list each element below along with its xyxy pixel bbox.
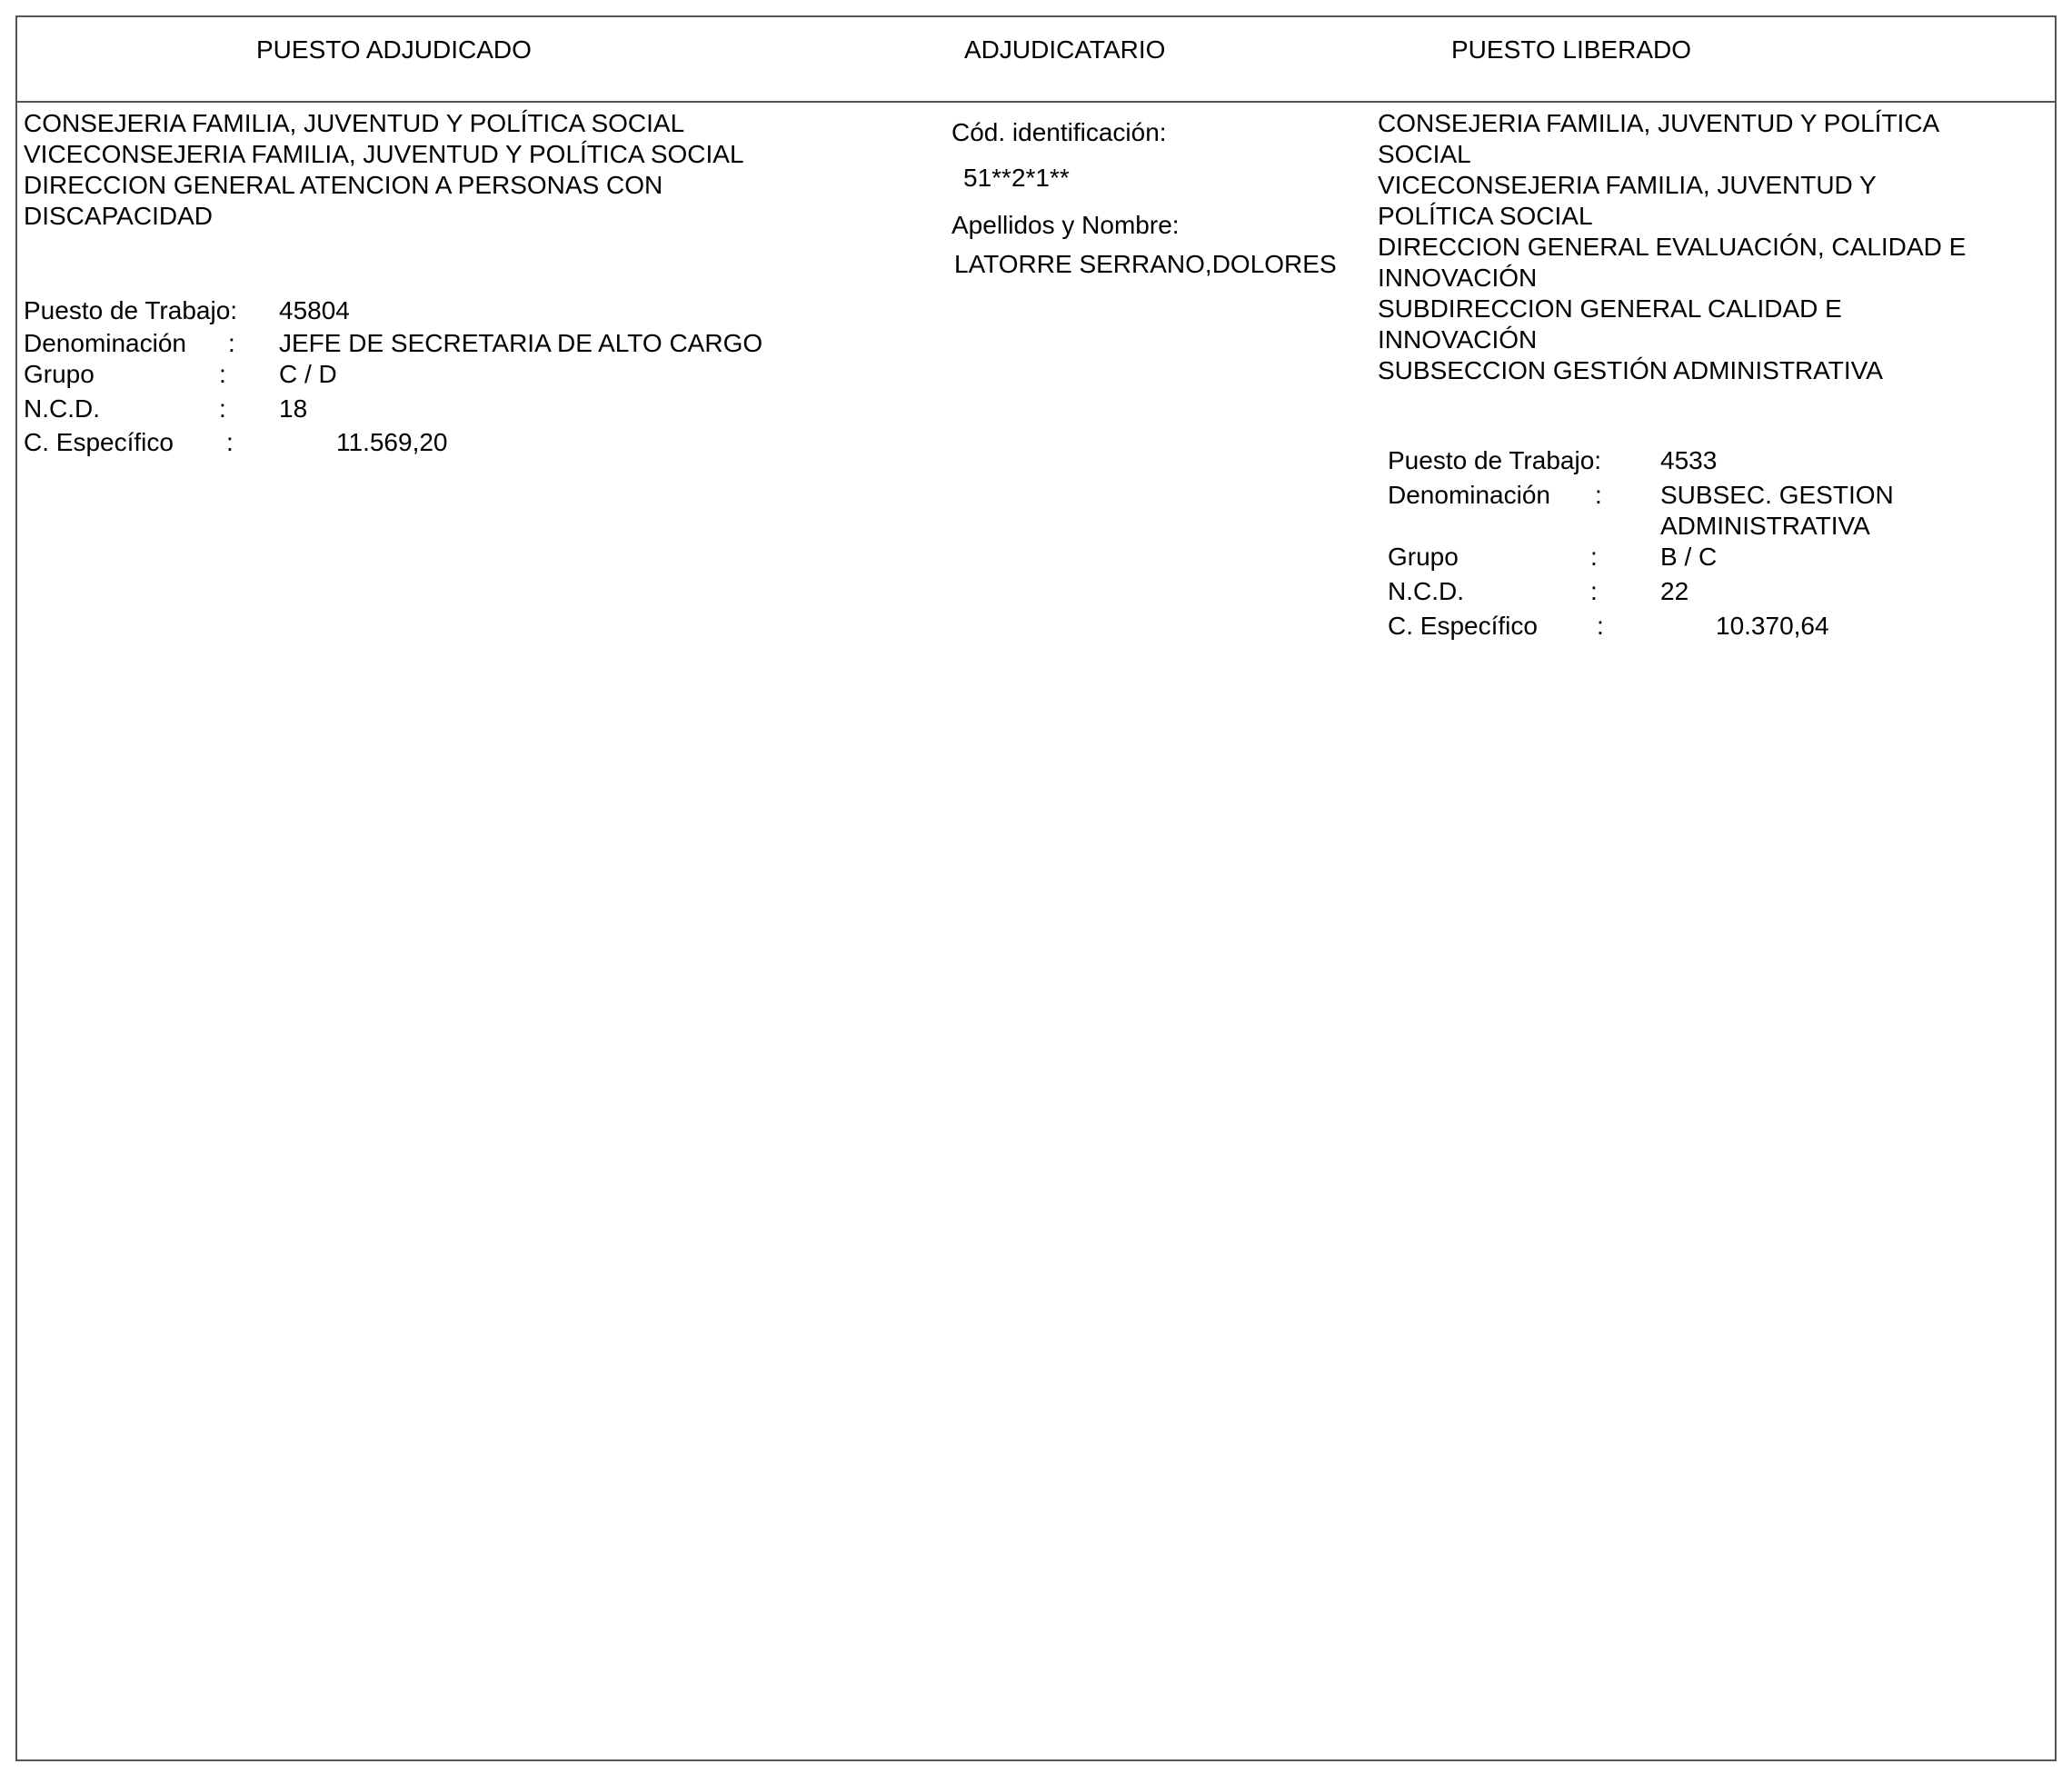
adjudicado-denominacion-label: Denominación bbox=[24, 329, 186, 357]
adjudicatario-nombre-label: Apellidos y Nombre: bbox=[951, 211, 1180, 239]
adjudicado-ncd-value: 18 bbox=[279, 394, 308, 423]
liberado-especifico-label: C. Específico bbox=[1388, 612, 1538, 640]
adjudicado-especifico-value: 11.569,20 bbox=[336, 428, 448, 456]
org-line: VICECONSEJERIA FAMILIA, JUVENTUD Y bbox=[1378, 171, 1877, 199]
colon: : bbox=[228, 329, 235, 357]
adjudicado-ncd-label: N.C.D. bbox=[24, 394, 100, 423]
header-puesto-adjudicado: PUESTO ADJUDICADO bbox=[256, 35, 532, 64]
colon: : bbox=[226, 428, 234, 456]
adjudicado-puesto-value: 45804 bbox=[279, 296, 350, 324]
org-line: DIRECCION GENERAL ATENCION A PERSONAS CON bbox=[24, 171, 663, 199]
header-divider bbox=[15, 101, 2057, 103]
liberado-ncd-label: N.C.D. bbox=[1388, 577, 1464, 605]
org-line: CONSEJERIA FAMILIA, JUVENTUD Y POLÍTICA bbox=[1378, 109, 1940, 137]
liberado-puesto-value: 4533 bbox=[1660, 446, 1718, 474]
header-adjudicatario: ADJUDICATARIO bbox=[964, 35, 1166, 64]
liberado-ncd-value: 22 bbox=[1660, 577, 1689, 605]
colon: : bbox=[219, 360, 226, 388]
adjudicado-denominacion-value: JEFE DE SECRETARIA DE ALTO CARGO bbox=[279, 329, 763, 357]
org-line: DIRECCION GENERAL EVALUACIÓN, CALIDAD E bbox=[1378, 233, 1967, 261]
colon: : bbox=[1597, 612, 1604, 640]
colon: : bbox=[1590, 543, 1598, 571]
adjudicatario-nombre-value: LATORRE SERRANO,DOLORES bbox=[954, 250, 1337, 278]
adjudicado-organization bbox=[24, 108, 744, 232]
org-line: VICECONSEJERIA FAMILIA, JUVENTUD Y POLÍTICA SOCIAL bbox=[24, 140, 744, 168]
liberado-grupo-value: B / C bbox=[1660, 543, 1718, 571]
liberado-puesto-label: Puesto de Trabajo: bbox=[1388, 446, 1602, 474]
org-line: INNOVACIÓN bbox=[1378, 264, 1538, 292]
liberado-grupo-label: Grupo bbox=[1388, 543, 1459, 571]
org-line: SUBSECCION GESTIÓN ADMINISTRATIVA bbox=[1378, 356, 1883, 384]
colon: : bbox=[1595, 481, 1602, 509]
adjudicado-especifico-label: C. Específico bbox=[24, 428, 174, 456]
org-line: DISCAPACIDAD bbox=[24, 202, 213, 230]
adjudicado-grupo-value: C / D bbox=[279, 360, 337, 388]
org-line: SUBDIRECCION GENERAL CALIDAD E bbox=[1378, 294, 1842, 323]
adjudicado-grupo-label: Grupo bbox=[24, 360, 95, 388]
org-line: CONSEJERIA FAMILIA, JUVENTUD Y POLÍTICA SOCIAL bbox=[24, 109, 685, 137]
adjudicado-puesto-label: Puesto de Trabajo: bbox=[24, 296, 238, 324]
org-line: SOCIAL bbox=[1378, 140, 1471, 168]
adjudicatario-cod-label: Cód. identificación: bbox=[951, 118, 1167, 146]
org-line: INNOVACIÓN bbox=[1378, 325, 1538, 354]
colon: : bbox=[1590, 577, 1598, 605]
header-puesto-liberado: PUESTO LIBERADO bbox=[1451, 35, 1692, 64]
liberado-denominacion-value: SUBSEC. GESTION bbox=[1660, 481, 1894, 509]
liberado-denominacion-label: Denominación bbox=[1388, 481, 1550, 509]
colon: : bbox=[219, 394, 226, 423]
liberado-denominacion-value-cont: ADMINISTRATIVA bbox=[1660, 512, 1870, 540]
org-line: POLÍTICA SOCIAL bbox=[1378, 202, 1593, 230]
liberado-especifico-value: 10.370,64 bbox=[1716, 612, 1829, 640]
adjudicatario-cod-value: 51**2*1** bbox=[963, 164, 1070, 192]
liberado-organization bbox=[1378, 108, 1966, 386]
